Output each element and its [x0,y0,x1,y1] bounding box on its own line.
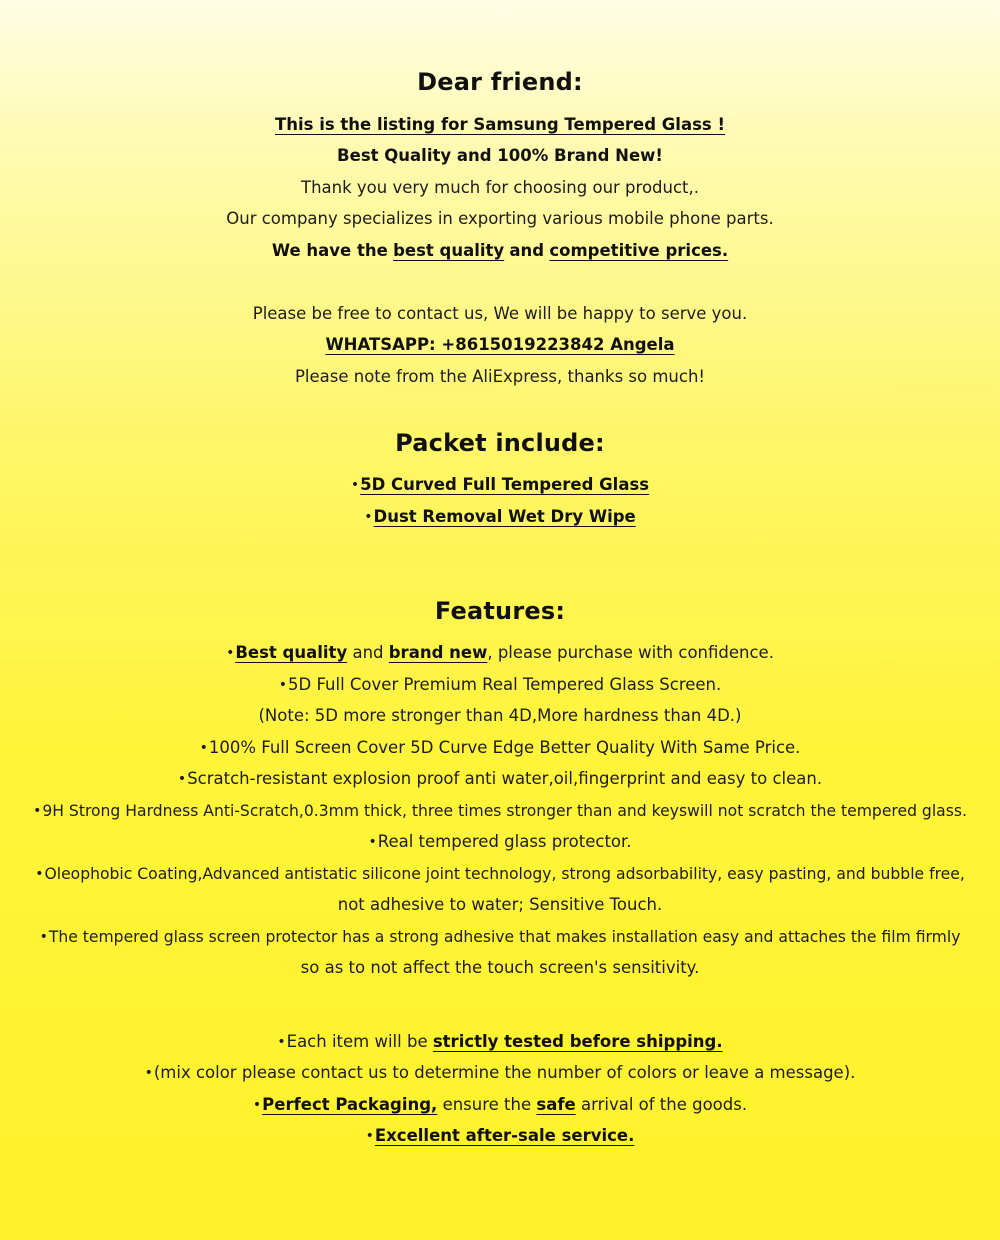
safe-highlight: safe [536,1095,576,1114]
bullet-icon: • [177,771,187,787]
features-heading: Features: [434,597,566,625]
service-item [0,1062,1000,1085]
bullet-icon: • [365,1128,374,1144]
packet-item [0,474,1000,497]
feature-text: , please purchase with confidence. [487,643,774,662]
feature-text: Real tempered glass protector. [377,832,632,851]
listing-line [0,114,1000,136]
thanks-line: Thank you very much for choosing our product,. [300,178,700,197]
after-sale-highlight: Excellent after-sale service. [374,1126,635,1145]
note-line: Please note from the AliExpress, thanks so much! [294,367,706,386]
feature-item [0,926,1000,949]
feature-continuation: so as to not affect the touch screen's sensitivity. [300,958,700,977]
bullet-icon: • [364,509,373,525]
feature-item [0,863,1000,886]
prices-line [0,240,1000,262]
bullet-icon: • [277,1034,286,1050]
bullet-icon: • [35,866,44,882]
packet-item-text: Dust Removal Wet Dry Wipe [373,507,636,526]
company-line: Our company specializes in exporting various mobile phone parts. [226,209,774,228]
feature-text: Oleophobic Coating,Advanced antistatic silicone joint technology, strong adsorbability, easy pasting, and bubble free, [44,865,965,883]
feature-text: and [352,643,384,662]
feature-text: 100% Full Screen Cover 5D Curve Edge Better Quality With Same Price. [208,738,801,757]
service-item [0,1031,1000,1054]
service-text: Each item will be [286,1032,428,1051]
whatsapp-line [0,334,1000,356]
feature-text: 9H Strong Hardness Anti-Scratch,0.3mm thick, three times stronger than and keyswill not scratch the tempered glass. [42,802,967,820]
service-item [0,1094,1000,1117]
contact-line: Please be free to contact us, We will be happy to serve you. [252,304,748,323]
best-quality-text: best quality [393,241,505,260]
service-text: ensure the [442,1095,532,1114]
feature-text: The tempered glass screen protector has a strong adhesive that makes installation easy and attaches the film firmly [48,928,961,946]
best-quality-highlight: Best quality [235,643,348,662]
dear-friend-heading: Dear friend: [417,68,583,96]
bullet-icon: • [252,1097,262,1113]
service-text: (mix color please contact us to determine the number of colors or leave a message). [153,1063,856,1082]
brand-new-highlight: brand new [388,643,488,662]
service-item [0,1125,1000,1148]
feature-item [0,737,1000,760]
feature-item [0,642,1000,665]
feature-text: 5D Full Cover Premium Real Tempered Glass Screen. [288,675,722,694]
feature-item [0,800,1000,823]
bullet-icon: • [33,803,42,819]
bullet-icon: • [278,677,287,693]
bullet-icon: • [144,1065,153,1081]
bullet-icon: • [350,477,360,493]
feature-item [0,831,1000,854]
feature-item [0,768,1000,791]
feature-continuation: not adhesive to water; Sensitive Touch. [337,895,663,914]
and-text: and [509,241,545,260]
bullet-icon: • [199,740,208,756]
service-text: arrival of the goods. [580,1095,748,1114]
packet-item [0,506,1000,529]
feature-text: Scratch-resistant explosion proof anti water,oil,fingerprint and easy to clean. [187,769,823,788]
whatsapp-text: WHATSAPP: +8615019223842 Angela [325,335,675,354]
listing-text: This is the listing for Samsung Tempered Glass ! [274,115,726,134]
packet-item-text: 5D Curved Full Tempered Glass [360,475,650,494]
packet-heading: Packet include: [395,429,605,457]
feature-note: (Note: 5D more stronger than 4D,More hardness than 4D.) [258,706,742,725]
bullet-icon: • [226,645,235,661]
feature-item [0,674,1000,697]
bullet-icon: • [39,929,48,945]
tested-highlight: strictly tested before shipping. [432,1032,723,1051]
competitive-prices-text: competitive prices. [549,241,729,260]
we-have-text: We have the [271,241,388,260]
bullet-icon: • [368,834,377,850]
quality-line: Best Quality and 100% Brand New! [337,146,663,165]
packaging-highlight: Perfect Packaging, [262,1095,438,1114]
